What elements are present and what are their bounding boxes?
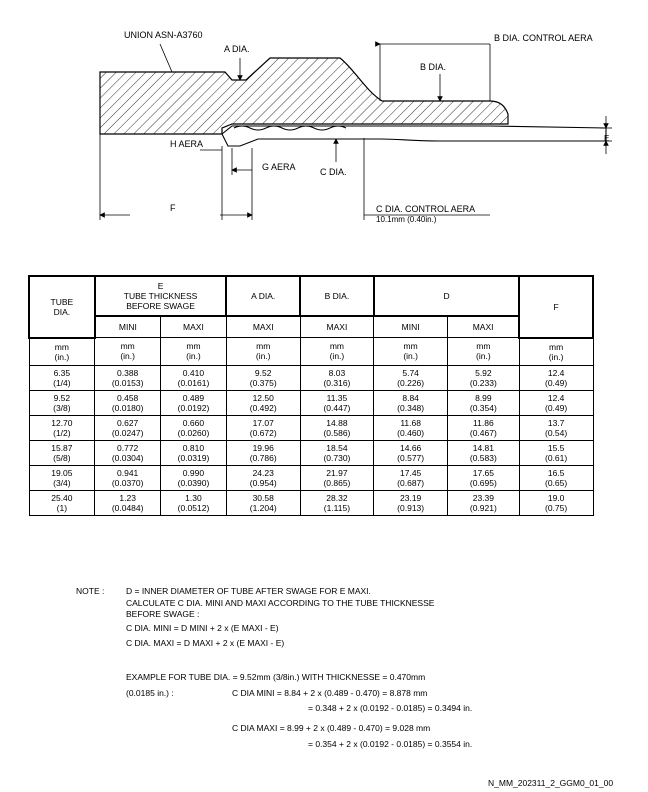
note-label: NOTE : bbox=[76, 586, 105, 596]
header-f: F bbox=[519, 276, 593, 338]
e-dim-label: E bbox=[604, 134, 610, 143]
note-example-in: (0.0185 in.) : bbox=[126, 688, 174, 698]
a-dia-label: A DIA. bbox=[224, 44, 250, 54]
c-dia-control-label: C DIA. CONTROL AERA bbox=[376, 204, 476, 214]
note-example-maxi-in: = 0.354 + 2 x (0.0192 - 0.0185) = 0.3554 in. bbox=[308, 739, 473, 749]
table-row: 15.87 (5/8) 0.772 (0.0304) 0.810 (0.0319) 19.96 (0.786) 18.54 (0.730) 14.66 (0.577) 14.81 (0.583) 15.5 (0.61) bbox=[29, 440, 593, 465]
note-example-mini-mm: C DIA MINI = 8.84 + 2 x (0.489 - 0.470) = 8.878 mm bbox=[232, 688, 428, 698]
h-aera-label: H AERA bbox=[170, 139, 204, 149]
table-row: 6.35 (1/4) 0.388 (0.0153) 0.410 (0.0161) 9.52 (0.375) 8.03 (0.316) 5.74 (0.226) 5.92 (0.233) 12.4 (0.49) bbox=[29, 365, 593, 390]
note-line-2: CALCULATE C DIA. MINI AND MAXI ACCORDING TO THE TUBE THICKNESSE bbox=[126, 598, 435, 608]
table-row: 25.40 (1) 1.23 (0.0484) 1.30 (0.0512) 30.58 (1.204) 28.32 (1.115) 23.19 (0.913) 23.39 (0.921) 19.0 (0.75) bbox=[29, 490, 593, 515]
union-body bbox=[100, 58, 508, 134]
header-a-dia: A DIA. bbox=[226, 276, 300, 316]
header-d-mini: MINI bbox=[374, 316, 448, 338]
header-e-thickness: E TUBE THICKNESS BEFORE SWAGE bbox=[95, 276, 227, 316]
header-e-mini: MINI bbox=[95, 316, 161, 338]
note-example-mini-in: = 0.348 + 2 x (0.0192 - 0.0185) = 0.3494 in. bbox=[308, 703, 473, 713]
b-dia-label: B DIA. bbox=[420, 62, 447, 72]
header-b-maxi: MAXI bbox=[300, 316, 374, 338]
note-formula-mini: C DIA. MINI = D MINI + 2 x (E MAXI - E) bbox=[126, 623, 279, 633]
header-a-maxi: MAXI bbox=[226, 316, 300, 338]
table-row: 9.52 (3/8) 0.458 (0.0180) 0.489 (0.0192) 12.50 (0.492) 11.35 (0.447) 8.84 (0.348) 8.99 (0.354) 12.4 (0.49) bbox=[29, 390, 593, 415]
header-tube-dia: TUBE DIA. bbox=[29, 276, 95, 338]
table-row: 19.05 (3/4) 0.941 (0.0370) 0.990 (0.0390) 24.23 (0.954) 21.97 (0.865) 17.45 (0.687) 17.65 (0.695) 16.5 (0.65) bbox=[29, 465, 593, 490]
table-row: 12.70 (1/2) 0.627 (0.0247) 0.660 (0.0260) 17.07 (0.672) 14.88 (0.586) 11.68 (0.460) 11.86 (0.467) 13.7 (0.54) bbox=[29, 415, 593, 440]
note-example-maxi-mm: C DIA MAXI = 8.99 + 2 x (0.489 - 0.470) = 9.028 mm bbox=[232, 723, 431, 733]
units-row: mm (in.) mm (in.) mm (in.) mm (in.) mm (in.) mm (in.) mm (in.) mm (in.) bbox=[29, 338, 593, 366]
header-d: D bbox=[374, 276, 519, 316]
note-formula-maxi: C DIA. MAXI = D MAXI + 2 x (E MAXI - E) bbox=[126, 638, 285, 648]
footer-code: N_MM_202311_2_GGM0_01_00 bbox=[488, 778, 614, 788]
note-line-3: BEFORE SWAGE : bbox=[126, 609, 200, 619]
swage-dimension-table bbox=[28, 275, 594, 516]
note-example: EXAMPLE FOR TUBE DIA. = 9.52mm (3/8in.) WITH THICKNESSE = 0.470mm bbox=[126, 672, 426, 682]
header-b-dia: B DIA. bbox=[300, 276, 374, 316]
c-dia-label: C DIA. bbox=[320, 167, 347, 177]
header-e-maxi: MAXI bbox=[161, 316, 227, 338]
c-dia-control-value: 10.1mm (0.40in.) bbox=[376, 215, 437, 224]
g-aera-label: G AERA bbox=[262, 162, 296, 172]
union-label: UNION ASN-A3760 bbox=[124, 30, 203, 40]
note-line-1: D = INNER DIAMETER OF TUBE AFTER SWAGE FOR E MAXI. bbox=[126, 586, 371, 596]
f-dim-label: F bbox=[170, 203, 176, 213]
tube-wall bbox=[222, 126, 606, 146]
header-d-maxi: MAXI bbox=[448, 316, 520, 338]
b-dia-control-label: B DIA. CONTROL AERA bbox=[494, 33, 593, 43]
